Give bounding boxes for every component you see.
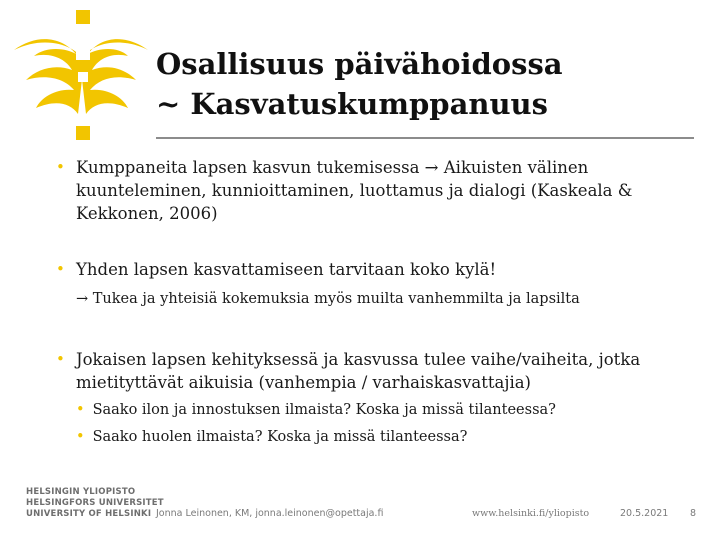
university-logo (26, 487, 164, 520)
sub-bullet-2 (76, 427, 467, 447)
bullet-dot: • (76, 429, 85, 445)
sub-bullet-2-text: Saako huolen ilmaista? Koska ja missä tilanteessa? (92, 429, 468, 445)
sub-bullet-1 (76, 400, 556, 420)
university-name-sv: HELSINGFORS UNIVERSITET (26, 498, 164, 508)
title-divider (156, 137, 694, 139)
page-number: 8 (690, 508, 697, 519)
bullet-1 (56, 156, 676, 225)
footer-url: www.helsinki.fi/yliopisto (472, 508, 590, 519)
university-name-en: UNIVERSITY OF HELSINKI (26, 509, 152, 519)
title-line-2: ~ Kasvatuskumppanuus (156, 87, 548, 121)
slide-title (156, 44, 696, 124)
bullet-3 (56, 348, 676, 394)
bullet-dot: • (56, 158, 65, 176)
flame-logo-icon (6, 4, 156, 144)
bullet-dot: • (56, 260, 65, 278)
bullet-2-arrow-line: → Tukea ja yhteisiä kokemuksia myös muilta vanhemmilta ja lapsilta (76, 291, 580, 307)
bullet-3-text: Jokaisen lapsen kehityksessä ja kasvussa tulee vaihe/vaiheita, jotka mietityttävät aikuisia (vanhempia / varhaiskasvattajia) (76, 350, 641, 392)
sub-bullet-1-text: Saako ilon ja innostuksen ilmaista? Koska ja missä tilanteessa? (92, 402, 556, 418)
bullet-1-text: Kumppaneita lapsen kasvun tukemisessa → Aikuisten välinen kuunteleminen, kunnioittaminen, luottamus ja dialogi (Kaskeala & Kekkonen, 2006) (76, 158, 633, 223)
bullet-dot: • (56, 350, 65, 368)
title-line-1: Osallisuus päivähoidossa (156, 47, 563, 81)
footer-author: Jonna Leinonen, KM, jonna.leinonen@opettaja.fi (156, 508, 384, 519)
bullet-2 (56, 258, 676, 281)
bullet-dot: • (76, 402, 85, 418)
university-name-fi: HELSINGIN YLIOPISTO (26, 487, 136, 497)
footer-date: 20.5.2021 (620, 508, 669, 519)
bullet-2-text: Yhden lapsen kasvattamiseen tarvitaan koko kylä! (76, 260, 497, 279)
